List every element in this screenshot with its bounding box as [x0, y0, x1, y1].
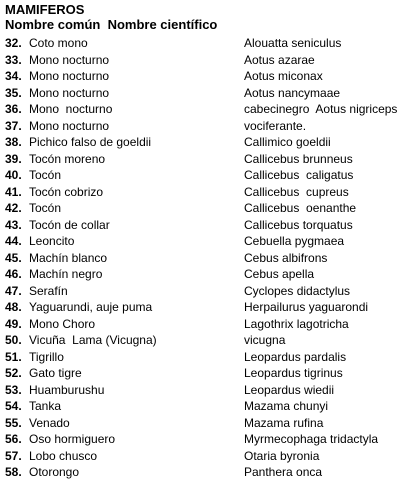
- item-number: 41.: [5, 184, 22, 199]
- common-name: Vicuña Lama (Vicugna): [29, 333, 157, 347]
- item-number: 46.: [5, 267, 22, 281]
- common-name: Venado: [29, 415, 70, 430]
- list-item: [0, 283, 420, 300]
- list-item: [0, 349, 420, 366]
- item-number: 48.: [5, 300, 22, 314]
- list-item: [0, 85, 420, 102]
- common-name: Tocón: [29, 168, 62, 182]
- item-number: 44.: [5, 234, 22, 248]
- item-number: 58.: [5, 465, 22, 479]
- list-item: [0, 35, 420, 52]
- common-name: Lobo chusco: [29, 448, 98, 463]
- common-name: Mono nocturno: [29, 52, 110, 67]
- common-name: Leoncito: [29, 234, 75, 248]
- scientific-name: Cyclopes didactylus: [244, 283, 351, 298]
- item-number: 38.: [5, 135, 22, 149]
- common-name: Tocón moreno: [29, 151, 106, 166]
- item-number: 57.: [5, 448, 22, 463]
- scientific-name: cabecinegro Aotus nigriceps: [244, 102, 398, 116]
- list-item: [0, 200, 420, 217]
- item-number: 36.: [5, 102, 22, 116]
- common-name: Machín negro: [29, 267, 103, 281]
- item-number: 34.: [5, 69, 22, 83]
- item-number: 54.: [5, 399, 22, 413]
- common-name: Tocón: [29, 201, 62, 215]
- list-item: [0, 332, 420, 349]
- item-number: 39.: [5, 151, 22, 166]
- list-item: [0, 464, 420, 481]
- common-name: Tigrillo: [29, 349, 64, 364]
- scientific-name: Callicebus cupreus: [244, 184, 349, 199]
- common-name: Coto mono: [29, 36, 88, 50]
- item-number: 53.: [5, 382, 22, 397]
- common-name: Mono Choro: [29, 316, 96, 331]
- item-number: 32.: [5, 36, 22, 50]
- scientific-name: Mazama chunyi: [244, 399, 329, 413]
- list-item: [0, 167, 420, 184]
- column-headers: [5, 17, 217, 33]
- scientific-name: Callicebus torquatus: [244, 217, 353, 232]
- common-name: Huamburushu: [29, 382, 105, 397]
- item-number: 49.: [5, 316, 22, 331]
- common-name: Mono nocturno: [29, 69, 110, 83]
- scientific-name: Aotus miconax: [244, 69, 323, 83]
- list-item: [0, 118, 420, 135]
- list-item: [0, 398, 420, 415]
- list-item: [0, 52, 420, 69]
- scientific-name: Cebus apella: [244, 267, 315, 281]
- scientific-name: Myrmecophaga tridactyla: [244, 432, 379, 446]
- common-name: Mono nocturno: [29, 85, 110, 100]
- scientific-name: Mazama rufina: [244, 415, 324, 430]
- scientific-name: Callicebus caligatus: [244, 168, 354, 182]
- item-number: 56.: [5, 432, 22, 446]
- common-name: Machín blanco: [29, 250, 108, 265]
- scientific-name: Callimico goeldii: [244, 135, 331, 149]
- list-item: [0, 431, 420, 448]
- section-heading: MAMIFEROS: [5, 2, 85, 17]
- species-list: [0, 35, 420, 481]
- list-item: [0, 448, 420, 465]
- common-name: Otorongo: [29, 465, 80, 479]
- item-number: 47.: [5, 283, 22, 298]
- column-header-common-name: Nombre común: [5, 17, 101, 32]
- item-number: 43.: [5, 217, 22, 232]
- scientific-name: Lagothrix lagotricha: [244, 316, 349, 331]
- list-item: [0, 250, 420, 267]
- scientific-name: vicugna: [244, 333, 286, 347]
- common-name: Tocón de collar: [29, 217, 110, 232]
- list-item: [0, 365, 420, 382]
- item-number: 37.: [5, 118, 22, 133]
- common-name: Serafín: [29, 283, 68, 298]
- list-item: [0, 151, 420, 168]
- item-number: 33.: [5, 52, 22, 67]
- column-header-scientific-name: Nombre científico: [107, 17, 218, 32]
- list-item: [0, 266, 420, 283]
- common-name: Tanka: [29, 399, 62, 413]
- scientific-name: Cebuella pygmaea: [244, 234, 345, 248]
- list-item: [0, 68, 420, 85]
- list-item: [0, 134, 420, 151]
- item-number: 50.: [5, 333, 22, 347]
- list-item: [0, 382, 420, 399]
- scientific-name: Aotus azarae: [244, 52, 315, 67]
- scientific-name: Otaria byronia: [244, 448, 320, 463]
- common-name: Mono nocturno: [29, 118, 110, 133]
- common-name: Oso hormiguero: [29, 432, 116, 446]
- list-item: [0, 184, 420, 201]
- scientific-name: Aotus nancymaae: [244, 85, 341, 100]
- scientific-name: Herpailurus yaguarondi: [244, 300, 369, 314]
- common-name: Tocón cobrizo: [29, 184, 104, 199]
- list-item: [0, 299, 420, 316]
- list-item: [0, 217, 420, 234]
- list-item: [0, 316, 420, 333]
- common-name: Yaguarundi, auje puma: [29, 300, 153, 314]
- common-name: Mono nocturno: [29, 102, 113, 116]
- item-number: 45.: [5, 250, 22, 265]
- scientific-name: Alouatta seniculus: [244, 36, 342, 50]
- item-number: 51.: [5, 349, 22, 364]
- list-item: [0, 233, 420, 250]
- common-name: Gato tigre: [29, 366, 82, 380]
- list-item: [0, 415, 420, 432]
- scientific-name: Leopardus wiedii: [244, 382, 335, 397]
- common-name: Pichico falso de goeldii: [29, 135, 152, 149]
- scientific-name: Leopardus tigrinus: [244, 366, 343, 380]
- scientific-name: Callicebus brunneus: [244, 151, 353, 166]
- item-number: 40.: [5, 168, 22, 182]
- scientific-name: Panthera onca: [244, 465, 323, 479]
- scientific-name: Callicebus oenanthe: [244, 201, 357, 215]
- scientific-name: Leopardus pardalis: [244, 349, 347, 364]
- list-item: [0, 101, 420, 118]
- scientific-name: vociferante.: [244, 118, 307, 133]
- item-number: 35.: [5, 85, 22, 100]
- item-number: 52.: [5, 366, 22, 380]
- item-number: 42.: [5, 201, 22, 215]
- item-number: 55.: [5, 415, 22, 430]
- scientific-name: Cebus albifrons: [244, 250, 328, 265]
